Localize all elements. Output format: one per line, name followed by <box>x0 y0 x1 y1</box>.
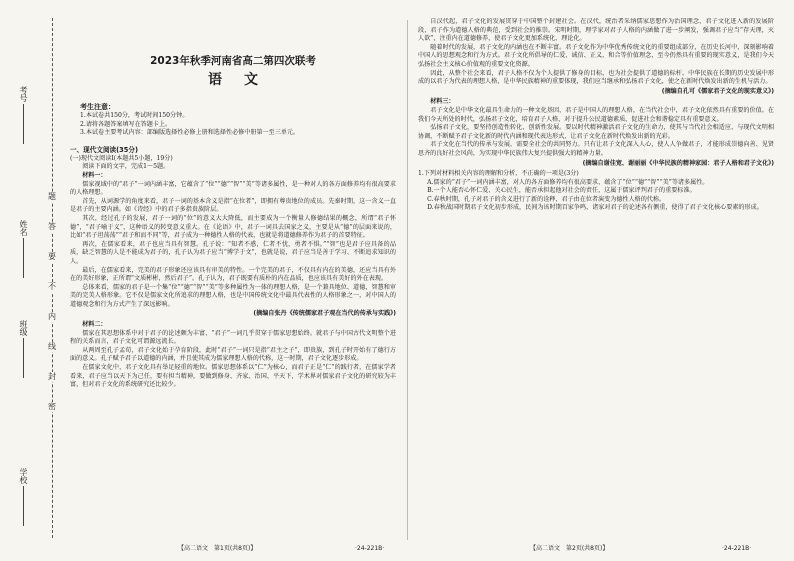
page-code: ·24-221B· <box>355 545 385 552</box>
source-citation: (摘编自孔可《儒家君子文化的现实意义》) <box>661 87 774 95</box>
seal-line <box>52 18 53 538</box>
class-field <box>8 320 38 378</box>
material-label: 材料一： <box>82 171 107 179</box>
paragraph: 儒家视域中的“君子”一词内涵丰富，它蕴含了“位”“德”“智”“美”等诸多属性，是一种对人的各方面修养均有很高要求的人格理想。 <box>70 180 396 197</box>
question-option: C.春秋时期，孔子对君子的含义进行了新的诠释，君子由在位者演变为德性人格的代称。 <box>427 195 666 203</box>
paragraph: 首先，从词源学的角度来看，君子一词的基本含义是指“在位者”，即拥有尊贵地位的成员。先秦时期，这一含义一直是君子的主要内涵。如《诗经》中的君子多指贵族阶层。 <box>70 197 396 214</box>
paragraph: 自汉代起，君子文化的发展贯穿于中国整个封建社会。在汉代，统治者采纳儒家思想作为治国理念，君子文化进入新的发展阶段，君子作为道德人格的典范，受到社会的推崇。宋明时期，理学家对君子人格的内涵做了进一步阐发，强调君子应当“存天理，灭人欲”，注重内在道德修养，使君子文化更加系统化、理论化。 <box>418 18 774 43</box>
seal-char: 要 <box>48 252 56 261</box>
exam-title: 2023年秋季河南省高二第四次联考 <box>150 55 316 67</box>
paragraph: 最后，在儒家看来，完美的君子形象还应该具有审美的特性。一个完美的君子，不仅具有内在的美德，还应当具有外在的美好形象，正所谓“文质彬彬，然后君子”。孔子认为，君子既要有质朴的内在品质，也应该具有美好的外在表现。 <box>70 266 396 283</box>
page-footer: 【高二语文 第1页(共8页)】 <box>178 545 257 552</box>
question-option: D.春秋战国时期君子文化初步形成，民间为该时期百家争鸣，诸家对君子的论述各有侧重，使得了君子文化核心要素的形成。 <box>427 204 763 212</box>
notice-heading: 考生注意： <box>80 103 115 111</box>
seal-char: 内 <box>48 312 56 321</box>
school-label: 学校 <box>19 468 28 484</box>
instruction: 阅读下面的文字，完成1～5题。 <box>82 163 170 171</box>
paragraph: 儒家在其思想体系中对于君子的论述颇为丰富，“君子”一词几乎贯穿于儒家思想始终。就君子与中国古代文明整个进程的关系而言，君子文化可谓源远流长。 <box>70 329 396 346</box>
right-column <box>418 18 774 548</box>
name-label: 姓名 <box>19 220 28 236</box>
question-stem: 1.下列对材料相关内容的理解和分析，不正确的一项是(3分) <box>418 170 579 178</box>
name-field <box>8 220 38 278</box>
seal-char: 密 <box>48 402 56 411</box>
class-label: 班级 <box>19 320 28 336</box>
source-citation: (摘编自谢佳宽、谢丽丽《中华民族的精神家园：君子人格和君子文化》) <box>582 159 774 167</box>
source-citation: (摘编自张丹《传统儒家君子观在当代的传承与实践》) <box>253 310 396 318</box>
left-column <box>70 18 396 548</box>
seal-char: 封 <box>48 372 56 381</box>
seal-char: 题 <box>48 192 56 201</box>
exam-no-field <box>8 86 38 144</box>
subject-title: 语文 <box>208 72 280 88</box>
paragraph: 从两周至孔子孟荀，君子文化始于孕育阶段，此时“君子”一词只是指“君主之子”，即贵族，到孔子时开始有了德行方面的意义。孔子赋予君子以道德的内涵，并且使其成为儒家理想人格的代称，这一时期，君子文化逐步形成。 <box>70 346 396 363</box>
material-label: 材料三： <box>430 98 455 106</box>
paragraph: 君子文化在当代的传承与发展，需要全社会的共同努力。只有让君子文化深入人心，使人人争做君子，才能形成崇德向善、见贤思齐的良好社会风尚，为实现中华民族伟大复兴提供强大的精神力量。 <box>418 141 774 157</box>
exam-no-label: 考号 <box>19 86 28 102</box>
exam-no-line <box>23 104 24 144</box>
seal-char: 不 <box>48 282 56 291</box>
paragraph: 其次，经过孔子的发展，君子一词的“位”的意义大大降低，而主要成为一个衡量人修德结果的概念，所谓“君子怀德”，“君子喻于义”，这种语义的转变意义重大。在《论语》中，君子一词具去国家之义，主要是从“德”的层面来说的，比如“君子坦荡荡”“君子和而不同”等，君子成为一种德性人格的代表，也就是将道德修养作为君子的首要特征。 <box>70 214 396 240</box>
paragraph: 总体来看，儒家的君子是一个集“位”“德”“智”“美”等多种属性为一体的理想人格，是一个兼具地位、道德、智慧和审美的完美人格形象。它不仅是儒家文化所追求的理想人格，也是中国传统文化中最具代表性的人格形象之一，对中国人的道德观念和行为方式产生了深远影响。 <box>70 283 396 308</box>
seal-char: 线 <box>48 342 56 351</box>
column-divider <box>407 20 408 540</box>
paragraph: 弘扬君子文化，要坚持创造性转化、创新性发展。要以时代精神激活君子文化的生命力，使其与当代社会相适应、与现代文明相协调，不断赋予君子文化新的时代内涵和现代表达形式，让君子文化在新时代焕发出新的光彩。 <box>418 124 774 140</box>
notice-item: 1.本试卷共150分，考试时间150分钟。 <box>80 112 189 119</box>
school-line <box>23 486 24 526</box>
school-field <box>8 468 38 526</box>
page-code: ·24-221B· <box>722 545 752 552</box>
notice-item: 3.本试卷主要考试内容：部编版选择性必修上册和选择性必修中册第一至三单元。 <box>80 129 300 137</box>
question-option: A.儒家的“君子”一词内涵丰富，对人的各方面修养均有很高要求，蕴含了“位”“德”“智”“美”等诸多属性。 <box>427 178 709 186</box>
paragraph: 因此，从整个社会来看，君子人格不仅为个人提供了修身的目标，也为社会提供了道德的标杆。中华民族在长期的历史发展中形成的以君子为代表的理想人格，是中华民族精神的重要体现，我们应当继承和弘扬君子文化，使之在新时代焕发出新的生机与活力。 <box>418 69 774 86</box>
class-line <box>23 338 24 378</box>
question-option: B.一个人能否心怀仁爱、关心民生，能否承担起他对社会的责任，这属于儒家评判君子的重要标准。 <box>427 187 696 195</box>
notice-item: 2.请将各题答案填写在答题卡上。 <box>80 120 172 128</box>
page-footer: 【高二语文 第2页(共8页)】 <box>530 545 609 552</box>
paragraph: 随着时代的发展，君子文化的内涵也在不断丰富。君子文化作为中华优秀传统文化的重要组成部分，在历史长河中，深刻影响着中国人的思想观念和行为方式。君子文化所倡导的仁爱、诚信、正义、和合等价值理念，至今仍然具有重要的现实意义，是我们今天弘扬社会主义核心价值观的重要文化资源。 <box>418 43 774 68</box>
paragraph: 君子文化是中华文化最具生命力的一种文化基因，君子是中国人的理想人格，在当代社会中，君子文化依然具有重要的价值。在我们今天所处的时代，弘扬君子文化，培育君子人格，对于提升公民道德素质、促进社会和谐稳定具有重要意义。 <box>418 106 774 123</box>
name-line <box>23 238 24 278</box>
paragraph: 再次，在儒家看来，君子也应当具有智慧。孔子说：“知者不惑，仁者不忧，勇者不惧。”“智”也是君子应具备的品质，缺乏智慧的人是不能成为君子的，孔子认为君子应当“博学于文”，也就是说，君子应当是善于学习、不断追求知识的人。 <box>70 240 396 265</box>
paragraph: 在儒家文化中，君子文化具有举足轻重的地位。儒家思想体系以“仁”为核心，而君子正是“仁”的践行者，在儒家学者看来，君子应当以天下为己任，要有担当精神，要做到修身、齐家、治国、平天下，学术界对儒家君子文化的研究较为丰富，但对君子文化的系统研究还比较少。 <box>70 364 396 389</box>
seal-char: 答 <box>48 222 56 231</box>
section-heading: 一、现代文阅读(35分) <box>70 145 138 154</box>
subsection-heading: (一)现代文阅读Ⅰ(本题共5小题，19分) <box>70 154 173 162</box>
binding-margin <box>0 0 66 561</box>
material-label: 材料二： <box>82 321 107 329</box>
